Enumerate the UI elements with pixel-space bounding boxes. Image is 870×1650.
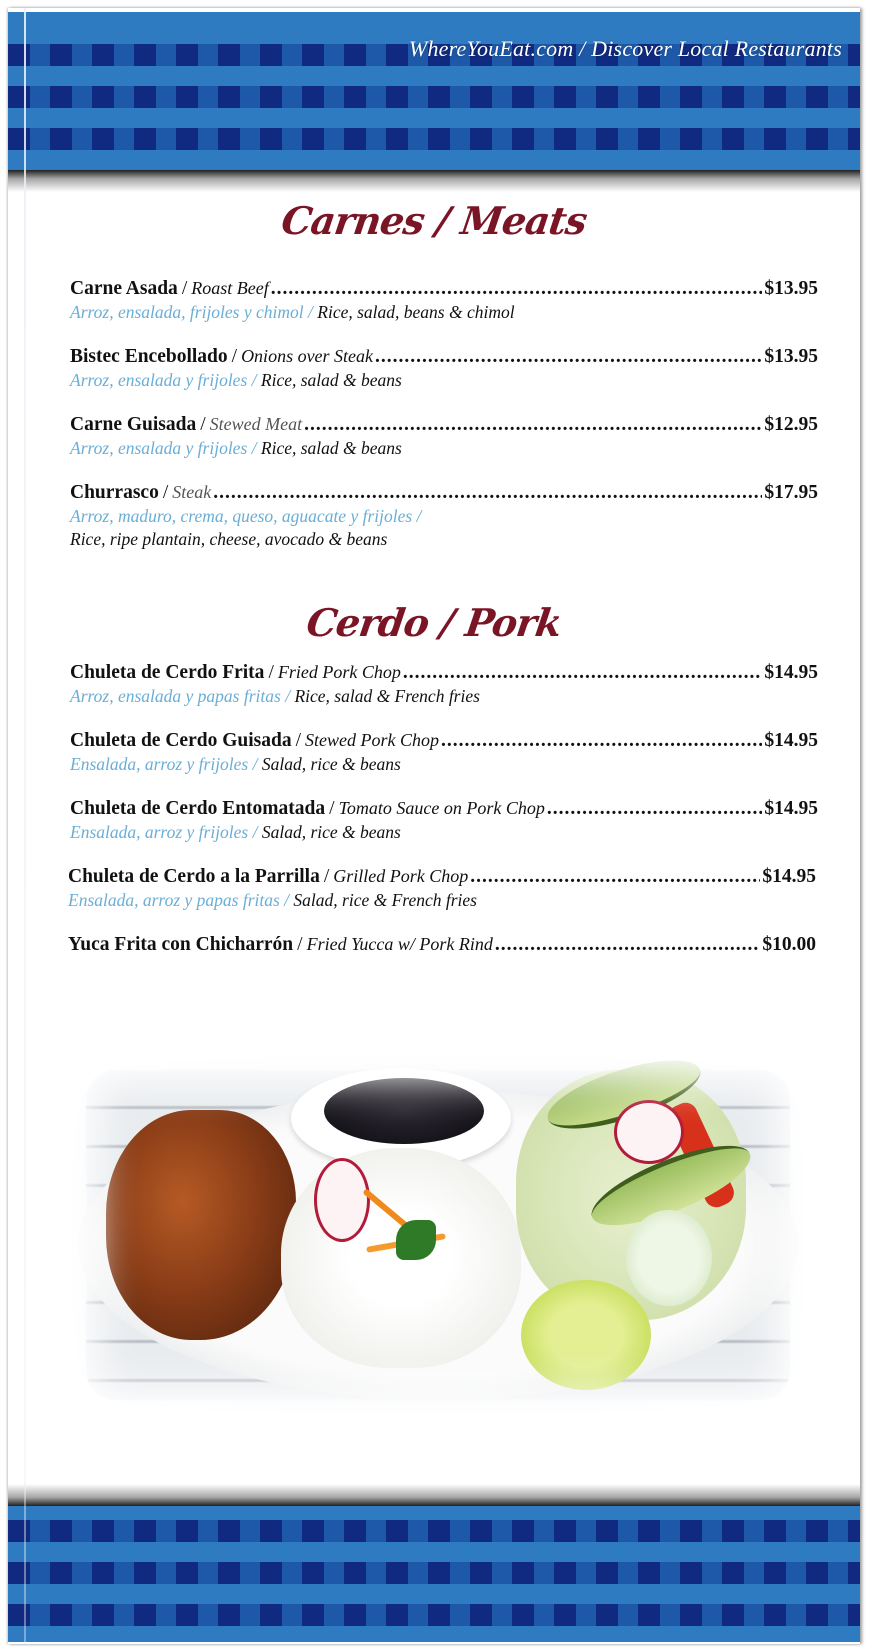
item-english-name: Grilled Pork Chop (333, 866, 469, 886)
item-price: $10.00 (762, 934, 816, 955)
separator: / (181, 278, 188, 299)
item-name: Bistec Encebollado (70, 346, 228, 367)
item-english-name: Roast Beef (191, 278, 269, 298)
item-name: Chuleta de Cerdo Guisada (70, 730, 292, 751)
item-name: Churrasco (70, 482, 159, 503)
menu-item (70, 278, 818, 323)
item-description-en: Rice, salad & beans (260, 438, 402, 458)
item-english-name: Stewed Pork Chop (305, 730, 439, 750)
item-description-es: Ensalada, arroz y papas fritas / (68, 890, 290, 910)
item-english-name: Stewed Meat (209, 414, 303, 434)
item-description-es: Ensalada, arroz y frijoles / (70, 754, 258, 774)
separator: / (323, 866, 330, 887)
item-price: $14.95 (764, 730, 818, 751)
item-description-en: Rice, salad & beans (260, 370, 402, 390)
separator: / (295, 730, 301, 751)
menu-item (70, 662, 818, 707)
paper-crease (24, 8, 26, 1644)
menu-item (70, 730, 818, 775)
item-price: $14.95 (764, 662, 818, 683)
item-english-name: Tomato Sauce on Pork Chop (338, 798, 545, 818)
item-price: $13.95 (764, 346, 818, 367)
dot-leader (547, 798, 762, 820)
dot-leader (470, 866, 760, 888)
checker-pattern (8, 128, 860, 150)
menu-page (8, 8, 860, 1644)
separator: / (162, 482, 169, 503)
section-title-meats: Carnes / Meats (278, 198, 590, 243)
item-name: Chuleta de Cerdo a la Parrilla (68, 866, 320, 887)
footer-banner (8, 1506, 860, 1642)
item-price: $12.95 (764, 414, 818, 435)
checker-pattern (8, 86, 860, 108)
separator: / (329, 798, 335, 819)
item-name: Carne Guisada (70, 414, 197, 435)
item-description-en: Salad, rice & beans (261, 822, 401, 842)
site-tagline: WhereYouEat.com / Discover Local Restaurants (408, 36, 842, 61)
item-description-es: Arroz, ensalada, frijoles y chimol / (70, 302, 313, 322)
menu-item (70, 798, 818, 843)
item-english-name: Fried Yucca w/ Pork Rind (306, 934, 493, 954)
item-description-es: Arroz, ensalada y frijoles / (70, 438, 257, 458)
item-price: $14.95 (762, 866, 816, 887)
separator: / (231, 346, 238, 367)
dot-leader (403, 662, 763, 684)
item-description-en: Rice, ripe plantain, cheese, avocado & beans (70, 529, 388, 549)
menu-item (68, 866, 816, 911)
checker-pattern (8, 1520, 860, 1542)
dot-leader (441, 730, 762, 752)
dot-leader (304, 414, 762, 436)
checker-pattern (8, 1604, 860, 1626)
section-title-pork: Cerdo / Pork (303, 600, 565, 645)
separator: / (268, 662, 274, 683)
item-description-es: Arroz, ensalada y papas fritas / (70, 686, 291, 706)
separator: / (297, 934, 303, 955)
item-price: $13.95 (764, 278, 818, 299)
item-description-es: Arroz, maduro, crema, queso, aguacate y frijoles / (70, 506, 422, 526)
item-english-name: Steak (172, 482, 212, 502)
dot-leader (495, 934, 760, 956)
header-banner (8, 12, 860, 170)
item-price: $14.95 (764, 798, 818, 819)
banner-shadow (8, 170, 860, 192)
photo-vignette (66, 1050, 810, 1420)
item-price: $17.95 (764, 482, 818, 503)
separator: / (200, 414, 206, 435)
item-name: Carne Asada (70, 278, 178, 299)
menu-item (70, 482, 818, 550)
menu-item (70, 346, 818, 391)
dot-leader (271, 278, 763, 300)
item-english-name: Onions over Steak (241, 346, 374, 366)
item-description-en: Rice, salad & French fries (294, 686, 480, 706)
item-description-en: Salad, rice & beans (261, 754, 401, 774)
menu-item (70, 414, 818, 459)
dot-leader (213, 482, 762, 504)
item-description-en: Salad, rice & French fries (293, 890, 477, 910)
dot-leader (375, 346, 762, 368)
item-name: Chuleta de Cerdo Frita (70, 662, 265, 683)
item-name: Yuca Frita con Chicharrón (68, 934, 294, 955)
banner-shadow (8, 1484, 860, 1506)
item-description-es: Ensalada, arroz y frijoles / (70, 822, 258, 842)
item-name: Chuleta de Cerdo Entomatada (70, 798, 326, 819)
menu-item (68, 934, 816, 956)
item-description-es: Arroz, ensalada y frijoles / (70, 370, 257, 390)
food-photo (66, 1050, 810, 1420)
item-english-name: Fried Pork Chop (277, 662, 401, 682)
checker-pattern (8, 1562, 860, 1584)
item-description-en: Rice, salad, beans & chimol (317, 302, 515, 322)
